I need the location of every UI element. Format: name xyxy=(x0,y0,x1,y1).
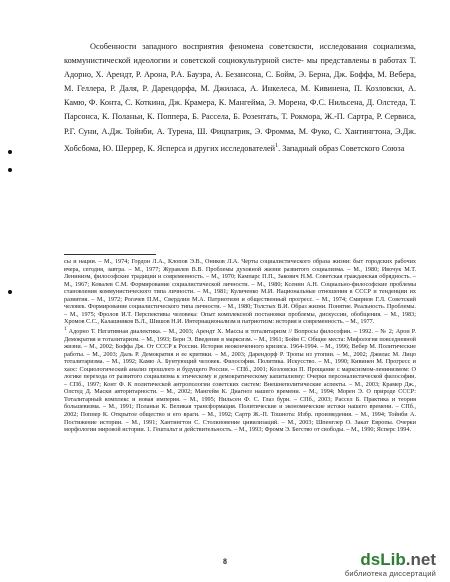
body-line: Безансона, С. Бойм, Э. Берна, Дж. Боффа, М. Вебера, М. Геллера, Р. Даля, Р. xyxy=(64,70,417,94)
footnote-continuation: сы и нации. – М., 1974; Гордон Л.А., Клопов Э.В., Оников Л.А. Черты социалистического образа жизни: быт городских рабочих вчера, сегодня, завтра. – М., 1977; Журавлев В.В. Проблемы духовной жизни развитого социализма. – М., 1980; Ивочук М.Т. Ленинизм, философские традиции и современность. – М., 1970; Кампарс П.П., Закович Н.М. Советская гражданская обрядность. – М., 1967; Ковалев С.М. Формирование социалистической личности. – М., 1980; Ксенин А.Н. Социально-философские проблемы становления коммунистического типа личности. – М., 1981; Куличенко М.И. Национальные отношения в СССР и тенденции их развития. – М., 1972; Рогачев П.М., Свердлин М.А. Патриотизм и общественный прогресс. – М., 1974; Смирнов Г.Л. Советский человек. Формирование социалистического типа личности. – М., 1980; Толстых В.И. Образ жизни. Понятие. Реальность. Проблемы. – М., 1975; Фролов И.Т. Перспективы человека: Опыт комплексной постановки проблемы, дискуссии, обобщения. – М., 1983; Хромов С.С., Калашников В.Л., Шишов Н.И. Интернационализм и патриотизм: история и современность. – М., 1977. xyxy=(64,258,416,326)
watermark-title: dsLib xyxy=(360,550,406,569)
scan-mark xyxy=(8,290,12,294)
footnote-text: Адорно Т. Негативная диалектика. – М., 2003; Арендт Х. Массы и тоталитаризм // Вопросы философии. – 1992. – № 2; Арон Р. Демократия и тоталитаризм. – М., 1993; Берн Э. Введение в марксизм. – М., 1961; Бойм С. Общие места: Мифология повседневной жизни. – М., 2002; Боффа Дж. От СССР к России. История неоконченного кризиса. 1964-1994. – М., 1996; Вебер М. Политические работы. – М., 2003; Даль Р. Демократия и ее критики. – М., 2003; Дарендорф Р. Тропы из утопии. – М., 2002; Джилас М. Лицо тоталитаризма. – М., 1992; Камю А. Бунтующий человек. Философия. Политика. Искусство. – М., 1990; Кивинен М. Прогресс и хаос: Социологический анализ прошлого и будущего России. – СПб., 2001; Козловски П. Прощание с марксизмом-ленинизмом: О логике перехода от развитого социализма к этическому и демократическому капитализму: Очерки персоналистической философии. – СПб., 1997; Конт Ф. К политической антропологии советских систем: Внешнеполитические аспекты. – М., 2003; Крамер Дж., Олстед Д. Маски авторитарности. – М., 2002; Мангейм К. Диагноз нашего времени. – М., 1994; Морен Э. О природе СССР: Тоталитарный комплекс и новая империя. – М., 1995; Нильсен Ф. С. Глаз бури. – СПб., 2003; Рассел Б. Практика и теория большевизма. – М., 1991; Поланьи К. Великая трансформация. Политические и экономические истоки нашего времени. – СПб., 2002; Поппер К. Открытое общество и его враги. – М., 1992; Сартр Ж.-П. Тошнота: Избр. произведения. – М., 1994; Тойнби А. Постижение истории. – М., 1991; Хантингтон С. Столкновение цивилизаций. – М., 2003; Шпенглер О. Закат Европы. Очерки морфологии мировой истории. 1. Гештальт и действительность. – М., 1993; Фромм Э. Бегство от свободы. – М., 1990; Ясперс 1994. xyxy=(64,327,416,434)
body-line: Ф. Конта, С. Коткина, Дж. Крамера, К. Мангейма, Э. Морена, Ф.С. Нильсена, xyxy=(88,98,365,108)
body-line: Рокмора, Ж.-П. Сартра, Р. Сервиса, Р.Г. Суни, А.Дж. Тойнби, А. Турена, Ш. xyxy=(64,112,416,136)
body-paragraph xyxy=(64,40,416,156)
body-line: Особенности западного восприятия феномена советскости, исследования xyxy=(90,42,368,51)
footnote-1 xyxy=(64,326,416,434)
scan-mark xyxy=(8,150,12,154)
watermark-logo xyxy=(360,551,436,569)
watermark-domain: .net xyxy=(405,550,436,569)
body-line: Фицпатрик, Э. Фромма, М. Фуко, С. Хантингтона, Э.Дж. Хобсбома, Ю. Шеррер, К. Ясперса и других исследователей xyxy=(64,126,417,153)
footnote-marker: 1 xyxy=(64,326,67,332)
page-number: 8 xyxy=(223,557,227,566)
body-line: Д. Олстеда, Т. Парсонса, К. Поланьи, К. Поппера, Б. Рассела, Б. Розентать, Т. xyxy=(64,98,416,122)
body-line: Дарендорфа, М. Джиласа, А. Инкелеса, М. Кивиненa, П. Козловски, А. Камю, xyxy=(64,84,417,108)
footnotes xyxy=(64,258,416,434)
watermark-subtitle: библиотека диссертаций xyxy=(344,569,436,578)
site-watermark xyxy=(345,551,436,578)
scan-mark xyxy=(8,168,12,172)
footnote-ref: 1 xyxy=(275,142,279,149)
body-line: . Западный образ Советского Союза xyxy=(278,143,405,153)
body-line: социализма, коммунистической идеологии и советской социокультурной систе- xyxy=(64,42,416,66)
body-line: мы представлены в работах Т. Адорно, Х. Арендт, Р. Арона, Р.А. Бауэра, А. xyxy=(64,56,417,80)
footnote-divider xyxy=(64,254,156,255)
